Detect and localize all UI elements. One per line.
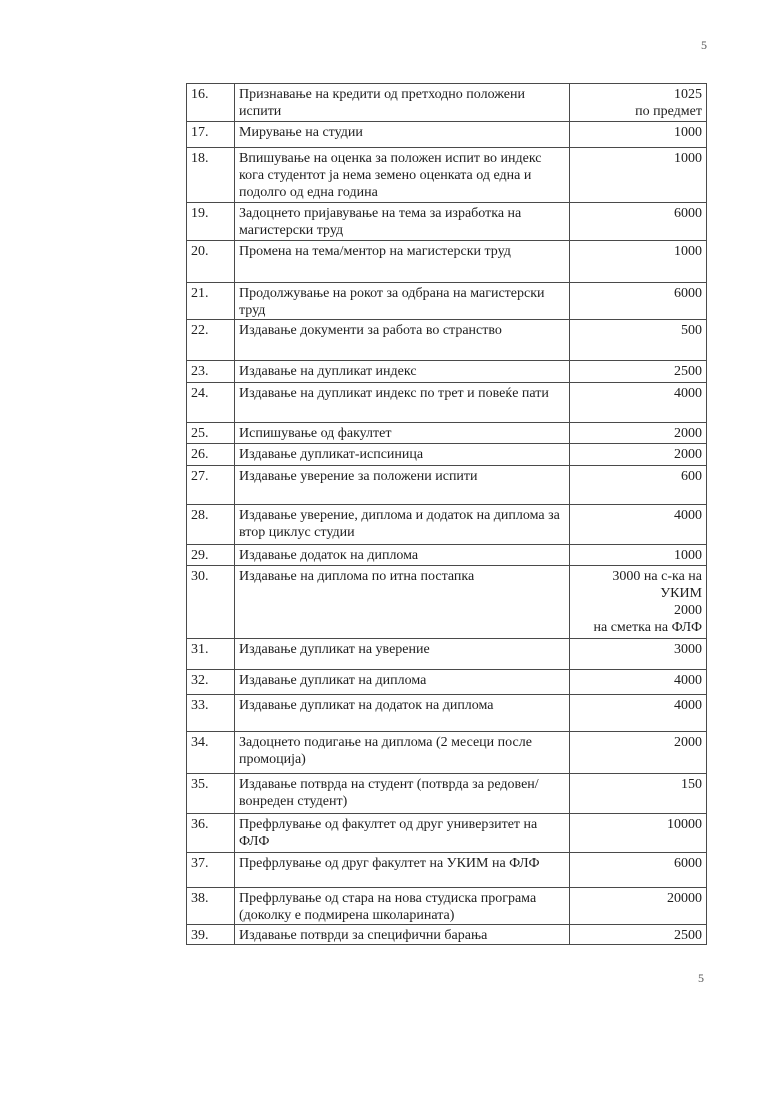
amount-line: 500 (681, 323, 702, 338)
row-description: Издавање дупликат-испсиница (235, 444, 570, 466)
row-description: Издавање дупликат на уверение (235, 639, 570, 670)
row-description: Издавање на дупликат индекс (235, 361, 570, 383)
row-number: 35. (187, 774, 235, 814)
table-row (187, 241, 707, 283)
row-description: Впишување на оценка за положен испит во индекс кога студентот ја нема земено оценката од една и подолго од една година (235, 148, 570, 203)
amount-line: 3000 на с-ка на (612, 569, 702, 584)
row-number: 39. (187, 925, 235, 945)
amount-line: 1000 (674, 244, 702, 259)
table-row (187, 545, 707, 566)
amount-line: по предмет (635, 104, 702, 119)
row-number: 24. (187, 383, 235, 423)
row-number: 26. (187, 444, 235, 466)
row-description: Издавање уверение за положени испити (235, 466, 570, 505)
table-row (187, 283, 707, 320)
row-amount (570, 505, 707, 545)
row-amount (570, 732, 707, 774)
row-amount (570, 925, 707, 945)
row-description: Издавање потврди за специфични барања (235, 925, 570, 945)
row-description: Промена на тема/ментор на магистерски труд (235, 241, 570, 283)
row-number: 16. (187, 84, 235, 122)
row-number: 28. (187, 505, 235, 545)
row-amount (570, 203, 707, 241)
row-amount (570, 695, 707, 732)
row-number: 30. (187, 566, 235, 639)
row-description: Префрлување од факултет од друг универзитет на ФЛФ (235, 814, 570, 853)
row-amount (570, 383, 707, 423)
amount-line: 1025 (674, 87, 702, 102)
amount-line: 1000 (674, 125, 702, 140)
amount-line: 150 (681, 777, 702, 792)
row-number: 38. (187, 888, 235, 925)
amount-line: 2500 (674, 928, 702, 943)
amount-line: 4000 (674, 698, 702, 713)
row-description: Задоцнето подигање на диплома (2 месеци после промоција) (235, 732, 570, 774)
row-description: Издавање дупликат на диплома (235, 670, 570, 695)
table-row (187, 361, 707, 383)
amount-line: 4000 (674, 673, 702, 688)
table-row (187, 732, 707, 774)
table-row (187, 122, 707, 148)
table-row (187, 774, 707, 814)
row-amount (570, 466, 707, 505)
row-amount (570, 241, 707, 283)
row-number: 20. (187, 241, 235, 283)
table-row (187, 423, 707, 444)
row-description: Мирување на студии (235, 122, 570, 148)
amount-line: 6000 (674, 856, 702, 871)
fee-table (186, 83, 707, 945)
row-description: Испишување од факултет (235, 423, 570, 444)
row-description: Издавање дупликат на додаток на диплома (235, 695, 570, 732)
row-amount (570, 320, 707, 361)
table-row (187, 148, 707, 203)
amount-line: 3000 (674, 642, 702, 657)
row-amount (570, 814, 707, 853)
amount-line: 6000 (674, 286, 702, 301)
row-amount (570, 853, 707, 888)
amount-line: на сметка на ФЛФ (593, 620, 702, 635)
amount-line: 2000 (674, 447, 702, 462)
table-row (187, 853, 707, 888)
row-number: 17. (187, 122, 235, 148)
page-number-bottom: 5 (698, 971, 704, 985)
row-description: Издавање уверение, диплома и додаток на диплома за втор циклус студии (235, 505, 570, 545)
row-amount (570, 84, 707, 122)
row-amount (570, 148, 707, 203)
amount-line: 4000 (674, 386, 702, 401)
row-description: Продолжување на рокот за одбрана на магистерски труд (235, 283, 570, 320)
row-number: 21. (187, 283, 235, 320)
row-description: Издавање додаток на диплома (235, 545, 570, 566)
row-number: 36. (187, 814, 235, 853)
row-number: 23. (187, 361, 235, 383)
row-description: Издавање потврда на студент (потврда за редовен/вонреден студент) (235, 774, 570, 814)
row-number: 31. (187, 639, 235, 670)
row-amount (570, 670, 707, 695)
row-amount (570, 639, 707, 670)
row-amount (570, 361, 707, 383)
row-description: Префрлување од друг факултет на УКИМ на ФЛФ (235, 853, 570, 888)
amount-line: 2500 (674, 364, 702, 379)
row-description: Издавање на дупликат индекс по трет и повеќе пати (235, 383, 570, 423)
table-row (187, 888, 707, 925)
row-number: 29. (187, 545, 235, 566)
row-number: 37. (187, 853, 235, 888)
row-amount (570, 122, 707, 148)
amount-line: 10000 (667, 817, 702, 832)
row-amount (570, 444, 707, 466)
amount-line: 600 (681, 469, 702, 484)
amount-line: 4000 (674, 508, 702, 523)
fee-table-body (187, 84, 707, 945)
row-amount (570, 774, 707, 814)
table-row (187, 383, 707, 423)
row-number: 33. (187, 695, 235, 732)
table-row (187, 444, 707, 466)
amount-line: 1000 (674, 548, 702, 563)
row-amount (570, 545, 707, 566)
row-number: 34. (187, 732, 235, 774)
row-description: Издавање документи за работа во странство (235, 320, 570, 361)
table-row (187, 925, 707, 945)
table-row (187, 84, 707, 122)
amount-line: 2000 (674, 735, 702, 750)
row-description: Издавање на диплома по итна постапка (235, 566, 570, 639)
table-row (187, 670, 707, 695)
table-row (187, 203, 707, 241)
row-number: 25. (187, 423, 235, 444)
table-row (187, 505, 707, 545)
amount-line: УКИМ (660, 586, 702, 601)
row-amount (570, 423, 707, 444)
amount-line: 20000 (667, 891, 702, 906)
amount-line: 1000 (674, 151, 702, 166)
amount-line: 2000 (674, 426, 702, 441)
table-row (187, 320, 707, 361)
row-amount (570, 888, 707, 925)
row-description: Признавање на кредити од претходно положени испити (235, 84, 570, 122)
page-number-top: 5 (701, 38, 707, 52)
row-number: 27. (187, 466, 235, 505)
table-row (187, 566, 707, 639)
row-amount (570, 283, 707, 320)
amount-line: 2000 (674, 603, 702, 618)
amount-line: 6000 (674, 206, 702, 221)
row-number: 19. (187, 203, 235, 241)
table-row (187, 814, 707, 853)
row-amount (570, 566, 707, 639)
row-number: 18. (187, 148, 235, 203)
row-number: 32. (187, 670, 235, 695)
table-row (187, 639, 707, 670)
table-row (187, 695, 707, 732)
row-number: 22. (187, 320, 235, 361)
table-row (187, 466, 707, 505)
row-description: Префрлување од стара на нова студиска програма (доколку е подмирена школарината) (235, 888, 570, 925)
row-description: Задоцнето пријавување на тема за изработка на магистерски труд (235, 203, 570, 241)
